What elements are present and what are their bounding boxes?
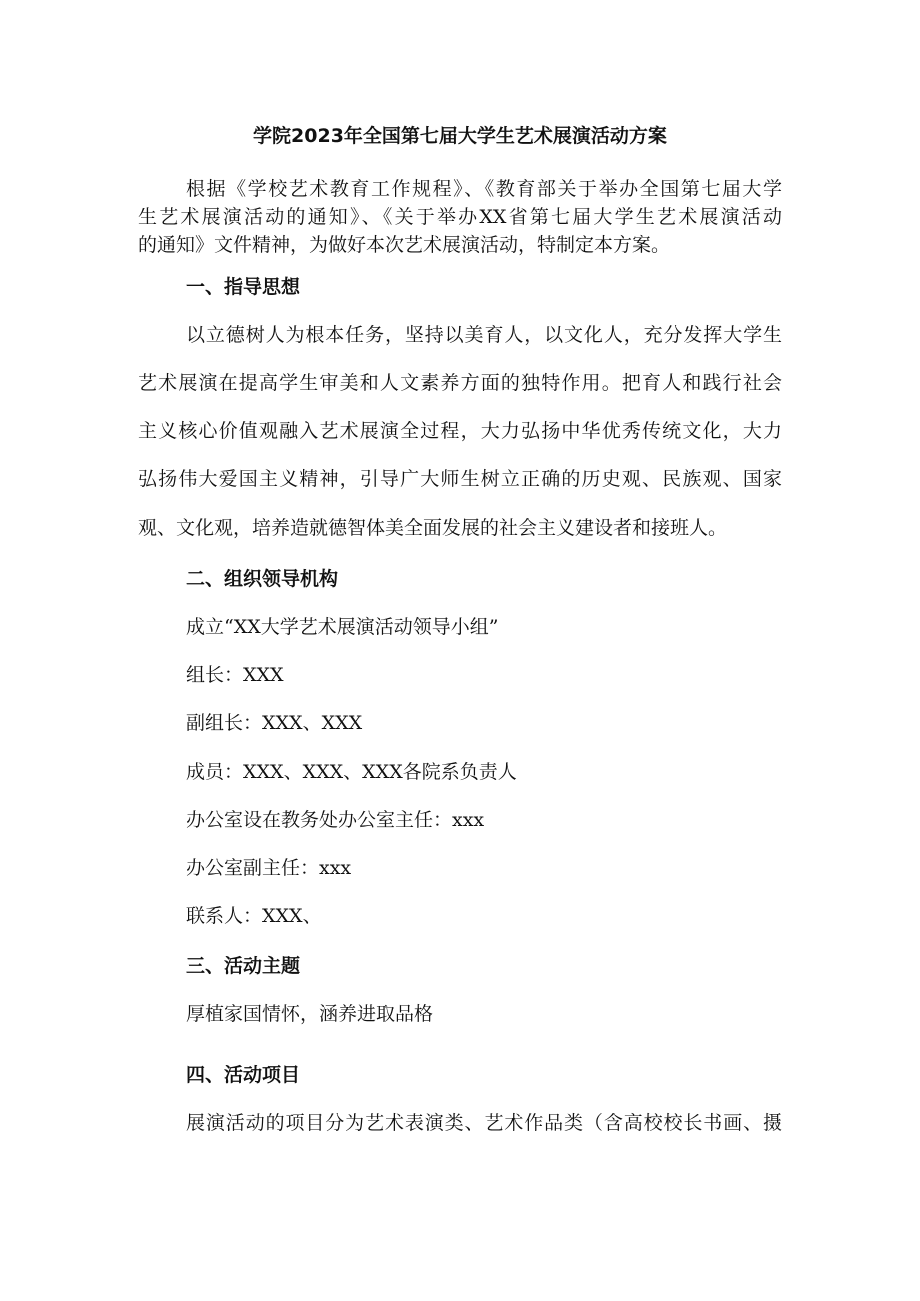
section2-line-7: 联系人：XXX、 bbox=[186, 905, 322, 927]
section-heading-organization: 二、组织领导机构 bbox=[186, 568, 339, 590]
section-heading-theme: 三、活动主题 bbox=[186, 955, 301, 977]
section1-line-4: 弘扬伟大爱国主义精神，引导广大师生树立正确的历史观、民族观、国家 bbox=[138, 468, 782, 490]
section2-line-3: 副组长：XXX、XXX bbox=[186, 712, 363, 734]
section2-line-5: 办公室设在教务处办公室主任：xxx bbox=[186, 809, 485, 831]
section1-line-1: 以立德树人为根本任务，坚持以美育人，以文化人，充分发挥大学生 bbox=[186, 324, 782, 346]
section3-line-1: 厚植家国情怀，涵养进取品格 bbox=[186, 1003, 434, 1025]
section1-line-3: 主义核心价值观融入艺术展演全过程，大力弘扬中华优秀传统文化，大力 bbox=[138, 420, 782, 442]
document-title: 学院2023年全国第七届大学生艺术展演活动方案 bbox=[253, 125, 667, 147]
section1-line-2: 艺术展演在提高学生审美和人文素养方面的独特作用。把育人和践行社会 bbox=[138, 372, 782, 394]
intro-line-1: 根据《学校艺术教育工作规程》、《教育部关于举办全国第七届大学 bbox=[186, 178, 782, 200]
section1-line-5: 观、文化观，培养造就德智体美全面发展的社会主义建设者和接班人。 bbox=[138, 517, 728, 539]
intro-line-3: 的通知》文件精神，为做好本次艺术展演活动，特制定本方案。 bbox=[138, 234, 671, 256]
section4-line-1: 展演活动的项目分为艺术表演类、艺术作品类（含高校校长书画、摄 bbox=[186, 1112, 782, 1134]
intro-line-2: 生艺术展演活动的通知》、《关于举办XX省第七届大学生艺术展演活动 bbox=[138, 206, 782, 228]
section2-line-1: 成立“XX大学艺术展演活动领导小组” bbox=[186, 616, 499, 638]
section-heading-projects: 四、活动项目 bbox=[186, 1064, 301, 1086]
section-heading-guiding-ideology: 一、指导思想 bbox=[186, 276, 301, 298]
section2-line-4: 成员：XXX、XXX、XXX各院系负责人 bbox=[186, 761, 517, 783]
section2-line-2: 组长：XXX bbox=[186, 664, 284, 686]
section2-line-6: 办公室副主任：xxx bbox=[186, 857, 352, 879]
